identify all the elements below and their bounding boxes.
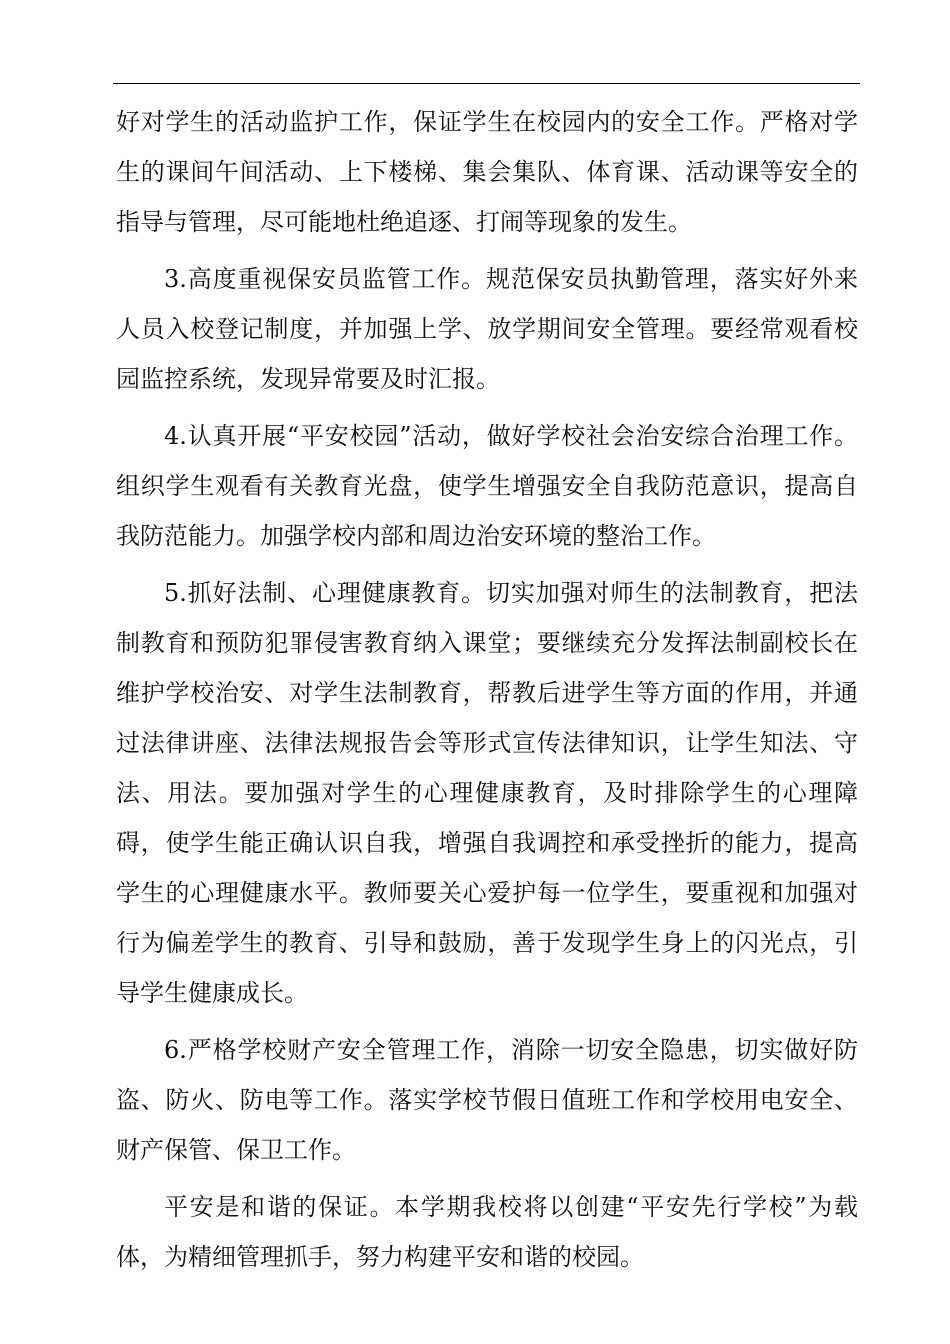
document-body <box>116 97 858 1289</box>
header-rule <box>113 83 860 84</box>
paragraph-item-3: 3.高度重视保安员监管工作。规范保安员执勤管理，落实好外来人员入校登记制度，并加强上学、放学期间安全管理。要经常观看校园监控系统，发现异常要及时汇报。 <box>116 265 858 393</box>
paragraph-continued: 好对学生的活动监护工作，保证学生在校园内的安全工作。严格对学生的课间午间活动、上下楼梯、集会集队、体育课、活动课等安全的指导与管理，尽可能地杜绝追逐、打闹等现象的发生。 <box>116 108 858 236</box>
paragraph-item-5: 5.抓好法制、心理健康教育。切实加强对师生的法制教育，把法制教育和预防犯罪侵害教育纳入课堂；要继续充分发挥法制副校长在维护学校治安、对学生法制教育，帮教后进学生等方面的作用，并通过法律讲座、法律法规报告会等形式宣传法律知识，让学生知法、守法、用法。要加强对学生的心理健康教育，及时排除学生的心理障碍，使学生能正确认识自我，增强自我调控和承受挫折的能力，提高学生的心理健康水平。教师要关心爱护每一位学生，要重视和加强对行为偏差学生的教育、引导和鼓励，善于发现学生身上的闪光点，引导学生健康成长。 <box>116 579 858 1007</box>
paragraph-item-4: 4.认真开展“平安校园”活动，做好学校社会治安综合治理工作。组织学生观看有关教育光盘，使学生增强安全自我防范意识，提高自我防范能力。加强学校内部和周边治安环境的整治工作。 <box>116 422 858 550</box>
paragraph-conclusion: 平安是和谐的保证。本学期我校将以创建“平安先行学校”为载体，为精细管理抓手，努力构建平安和谐的校园。 <box>116 1193 858 1271</box>
paragraph-item-6: 6.严格学校财产安全管理工作，消除一切安全隐患，切实做好防盗、防火、防电等工作。落实学校节假日值班工作和学校用电安全、财产保管、保卫工作。 <box>116 1036 858 1164</box>
